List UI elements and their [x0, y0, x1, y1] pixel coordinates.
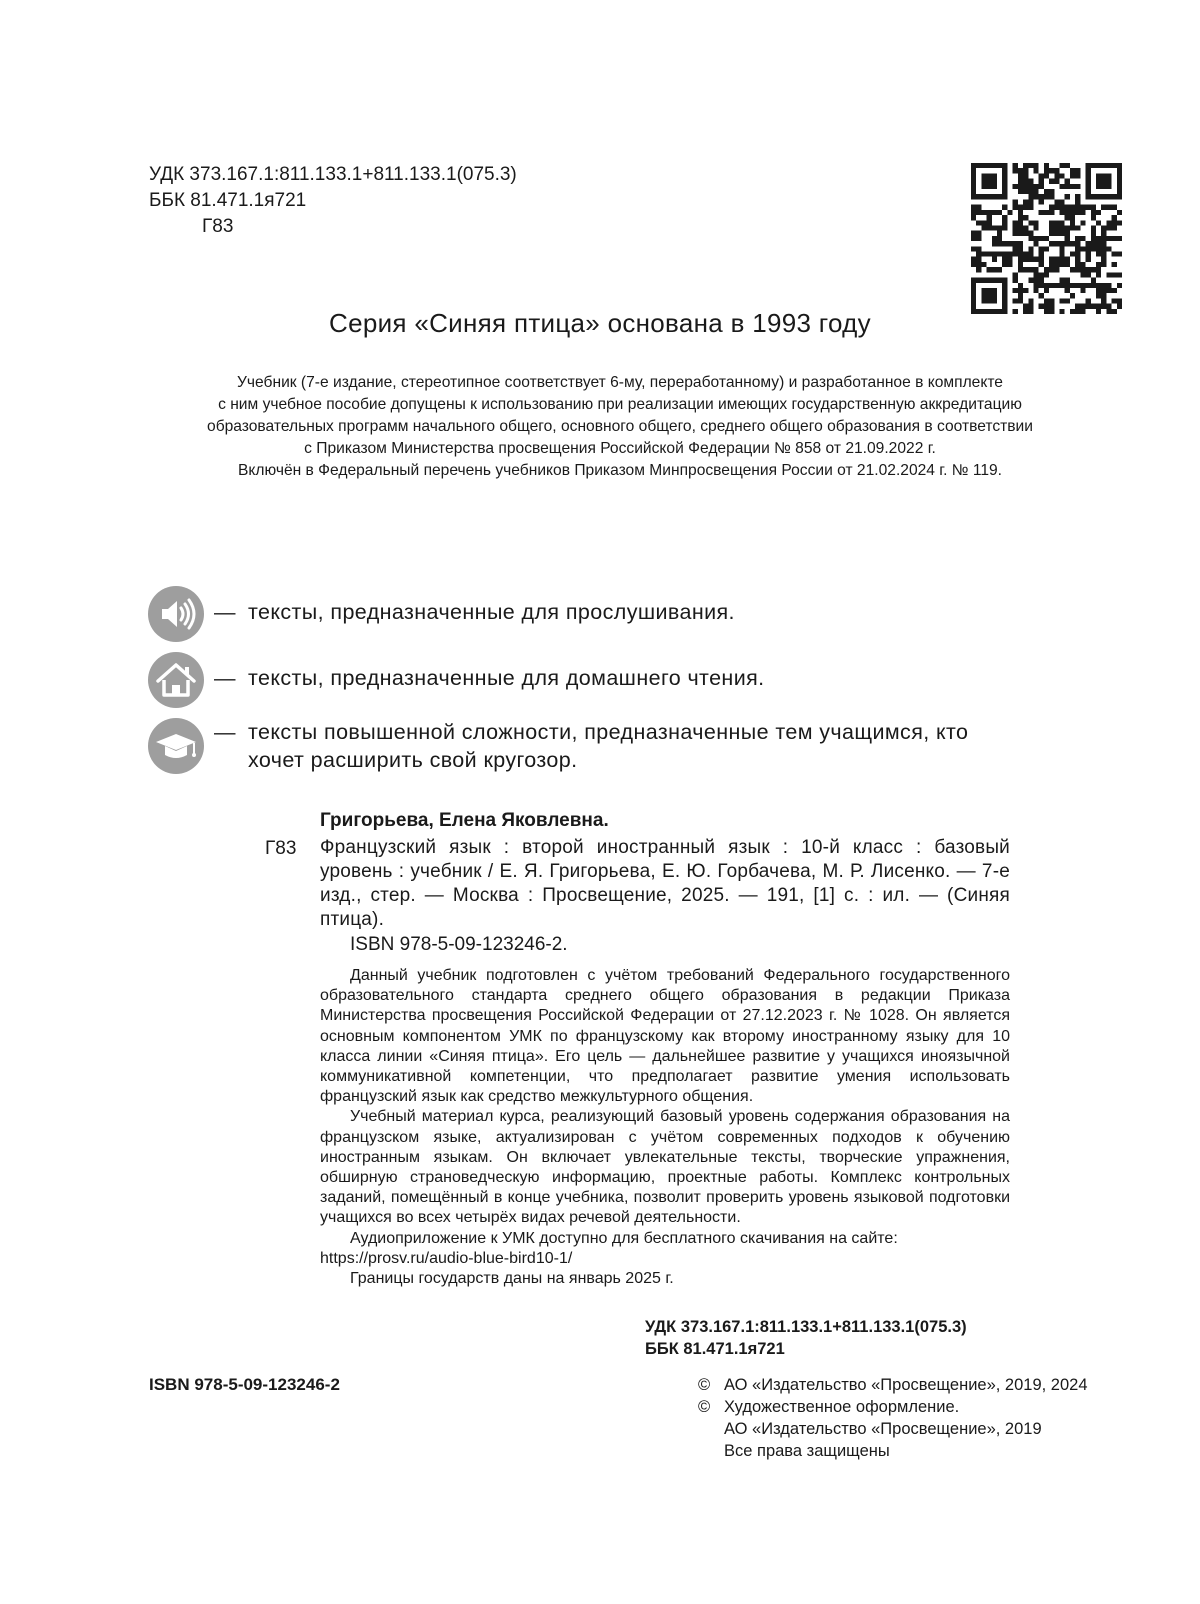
- approval-statement: [150, 372, 1090, 482]
- udk-code: УДК 373.167.1:811.133.1+811.133.1(075.3): [645, 1318, 967, 1336]
- legend-text: хочет расширить свой кругозор.: [248, 748, 578, 772]
- card-isbn: ISBN 978-5-09-123246-2.: [350, 934, 568, 955]
- qr-code-icon: [971, 163, 1122, 314]
- approval-line: образовательных программ начального общего, основного общего, среднего общего образования в соответствии: [207, 418, 1033, 435]
- speaker-icon: [148, 586, 204, 642]
- copyright-line: Художественное оформление.: [724, 1398, 960, 1416]
- legend-text: тексты, предназначенные для домашнего чтения.: [248, 666, 765, 690]
- copyright-block: [698, 1374, 1088, 1462]
- series-note: Серия «Синяя птица» основана в 1993 году: [329, 308, 871, 338]
- copyright-line: Все права защищены: [724, 1442, 890, 1460]
- bbk-code: ББК 81.471.1я721: [149, 190, 307, 211]
- annotation-paragraph: Аудиоприложение к УМК доступно для бесплатного скачивания на сайте:: [350, 1229, 898, 1247]
- legend-dash: —: [214, 600, 236, 624]
- card-author: Григорьева, Елена Яковлевна.: [320, 810, 609, 831]
- house-icon: [148, 652, 204, 708]
- author-mark: Г83: [202, 216, 234, 237]
- top-catalog-codes: [149, 162, 517, 240]
- approval-line: с Приказом Министерства просвещения Российской Федерации № 858 от 21.09.2022 г.: [304, 440, 936, 457]
- approval-line: с ним учебное пособие допущены к использованию при реализации имеющих государственную аккредитацию: [218, 396, 1022, 413]
- legend-item-listening: [148, 586, 1068, 642]
- annotation-paragraph: Границы государств даны на январь 2025 г.: [350, 1270, 674, 1288]
- approval-line: Включён в Федеральный перечень учебников Приказом Минпросвещения России от 21.02.2024 г. № 119.: [237, 462, 1003, 479]
- legend-dash: —: [214, 666, 236, 690]
- udk-code: УДК 373.167.1:811.133.1+811.133.1(075.3): [149, 164, 517, 185]
- legend-item-home-reading: [148, 652, 1068, 708]
- legend-text: тексты повышенной сложности, предназначенные тем учащимся, кто: [248, 720, 969, 744]
- copyright-symbol: ©: [698, 1376, 711, 1394]
- annotation-paragraph: Данный учебник подготовлен с учётом требований Федерального государственного образовательного стандарта среднего общего образования в редакции Приказа Министерства просвещения Российской Федерации от 27.12.2023 г. № 1028. Он является основным компонентом УМК по французскому как второму иностранному языку для 10 класса линии «Синяя птица». Его цель — дальнейшее развитие у учащихся иноязычной коммуникативной компетенции, что предполагает развитие умения использовать французский язык как средство межкультурного общения.: [320, 967, 1010, 1106]
- card-annotation: [320, 966, 1010, 1289]
- copyright-line: АО «Издательство «Просвещение», 2019: [724, 1420, 1042, 1438]
- legend-dash: —: [214, 720, 236, 744]
- graduation-cap-icon: [148, 718, 204, 774]
- legend-text: тексты, предназначенные для прослушивания.: [248, 600, 735, 624]
- card-author-mark: Г83: [265, 838, 297, 859]
- bbk-code: ББК 81.471.1я721: [645, 1340, 785, 1358]
- legend-item-advanced: [148, 718, 1068, 782]
- copyright-line: АО «Издательство «Просвещение», 2019, 2024: [724, 1376, 1088, 1394]
- bottom-catalog-codes: [645, 1316, 967, 1360]
- annotation-paragraph: Учебный материал курса, реализующий базовый уровень содержания образования на французском языке, актуализирован с учётом современных подходов к обучению иностранным языкам. Он включает увлекательные тексты, творческие упражнения, обширную страноведческую информацию, проектные работы. Комплекс контрольных заданий, помещённый в конце учебника, позволит проверить уровень языковой подготовки учащихся во всех четырёх видах речевой деятельности.: [320, 1108, 1010, 1227]
- copyright-symbol: ©: [698, 1398, 711, 1416]
- card-bibliographic-description: Французский язык : второй иностранный язык : 10-й класс : базовый уровень : учебник / Е. Я. Григорьева, Е. Ю. Горбачева, М. Р. Лисенко. — 7-е изд., стер. — Москва : Просвещение, 2025. — 191, [1] с. : ил. — (Синяя птица).: [320, 837, 1010, 930]
- isbn-footer: ISBN 978-5-09-123246-2: [149, 1375, 340, 1394]
- approval-line: Учебник (7-е издание, стереотипное соответствует 6-му, переработанному) и разработанное в комплекте: [237, 374, 1003, 391]
- audio-link[interactable]: https://prosv.ru/audio-blue-bird10-1/: [320, 1249, 573, 1267]
